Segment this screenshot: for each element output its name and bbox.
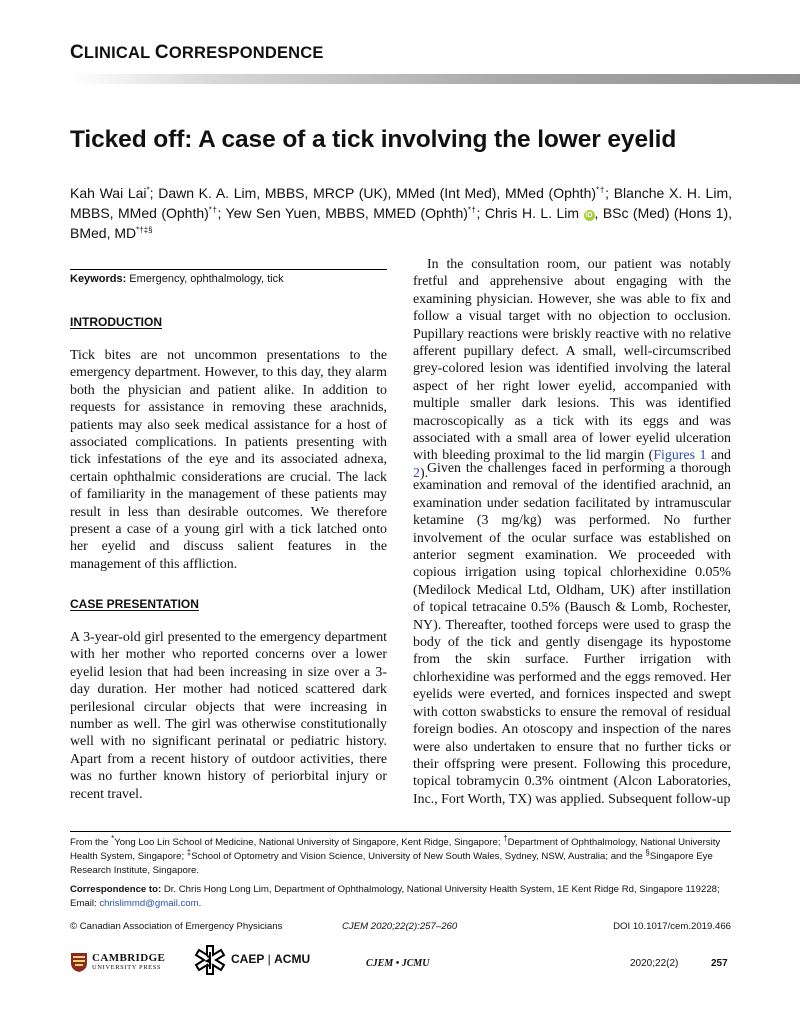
page-number: 257 [711,958,728,969]
issue-number: 2020;22(2) [630,958,679,969]
correspondence-email-link[interactable]: chrislimmd@gmail.com [99,897,199,909]
caep-star-of-life-icon [193,944,227,976]
affiliations-footnote: From the *Yong Loo Lin School of Medicine, National University of Singapore, Kent Ridge, Singapore; †Department of Ophthalmology, National University Health System, Singapore; ‡School of Optometry and Vision Science, University of New South Wales, Sydney, NSW, Australia; and the §Singapore Eye Research Institute, Singapore. [70,833,721,876]
introduction-paragraph: Tick bites are not uncommon presentations to the emergency department. However, to this day, they alarm both the physician and patient alike. In addition to requests for assistance in removing these arachnids, patients may also seek medical assistance for a host of associated complications. In patients presenting with tick infestations of the eye and its associated adnexa, certain ophthalmic considerations are crucial. The lack of familiarity in the management of these patients may result in less than desirable outcomes. We therefore present a case of a young girl with a tick latched onto her eyelid and discuss salient features in the management of this affliction. [70,348,387,572]
keywords-divider [70,269,387,270]
orcid-icon[interactable]: iD [585,212,593,219]
keywords: Keywords: Emergency, ophthalmology, tick [70,273,284,285]
copyright-line: © Canadian Association of Emergency Physicians [70,921,283,932]
article-title: Ticked off: A case of a tick involving the lower eyelid [70,126,677,153]
figure-2-link[interactable]: 2 [413,465,420,481]
procedure-paragraph: Given the challenges faced in performing a thorough examination and removal of the identified arachnid, an examination under sedation facilitated by intramuscular ketamine (3 mg/kg) was performed. No further involvement of the ocular surface was established on anterior segment examination. We proceeded with copious irrigation using topical chlorhexidine 0.05% (Medilock Medical Ltd, Oldham, UK) after instillation of topical tetracaine 0.5% (Bausch & Lomb, Rochester, NY). Thereafter, toothed forceps were used to grasp the body of the tick and gently disengage its hypostome from the skin surface. Further irrigation with chlorhexidine was performed and the eggs removed. Her eyelids were everted, and fornices inspected and swept with cotton swabsticks to ensure the removal of residual foreign bodies. An otoscopy and inspection of the nares were also undertaken to ensure that no further ticks or their offspring were present. Following this procedure, topical tobramycin 0.3% ointment (Alcon Laboratories, Inc., Fort Worth, TX) was applied. Subsequent follow-up [413,461,731,807]
citation-line: CJEM 2020;22(2):257–260 [342,921,458,932]
case-presentation-paragraph: A 3-year-old girl presented to the emergency department with her mother who reported concerns over a lower eyelid lesion that had been increasing in size over a 3-day duration. Her mother had noticed scattered dark perilesional circular objects that were increasing in number as well. The girl was otherwise constitutionally well with no significant perinatal or pediatric history. Apart from a recent history of outdoor activities, there was no further known history of periorbital injury or recent travel. [70,630,387,802]
footnote-divider [70,831,731,832]
introduction-heading: INTRODUCTION [70,315,162,329]
cambridge-university-press-logo: CAMBRIDGE UNIVERSITY PRESS [70,952,176,974]
journal-name: CJEM • JCMU [366,958,430,969]
header-gradient-bar [70,74,800,84]
case-presentation-heading: CASE PRESENTATION [70,597,199,611]
correspondence-footnote: Correspondence to: Dr. Chris Hong Long Lim, Department of Ophthalmology, National University Health System, 1E Kent Ridge Rd, Singapore 119228; Email: chrislimmd@gmail.com. [70,884,720,909]
author-list: Kah Wai Lai*; Dawn K. A. Lim, MBBS, MRCP (UK), MMed (Int Med), MMed (Ophth)*†; Blanche X. H. Lim, MBBS, MMed (Ophth)*†; Yew Sen Yuen, MBBS, MMED (Ophth)*†; Chris H. L. Lim iD , BSc (Med) (Hons 1), BMed, MD*†‡§ [70,185,733,241]
cambridge-shield-icon [70,952,88,973]
doi-line[interactable]: DOI 10.1017/cem.2019.466 [613,921,731,932]
figure-1-link[interactable]: Figures 1 [653,448,707,464]
section-label: CLINICAL CORRESPONDENCE [70,42,324,63]
caep-acmu-logo: CAEP | ACMU [193,944,323,976]
consultation-paragraph: In the consultation room, our patient was notably fretful and apprehensive about engaging with the examining physician. However, she was able to fix and follow a visual target with no objection to occlusion. Pupillary reactions were briskly reactive with no relative afferent pupillary defect. A small, well-circumscribed grey-colored lesion was identified involving the lateral aspect of her right lower eyelid, accompanied with multiple smaller dark lesions. This was identified macroscopically as a tick with its eggs and was associated with a small area of lower eyelid ulceration with bleeding proximal to the lid margin (Figures 1 and 2). [413,257,732,481]
